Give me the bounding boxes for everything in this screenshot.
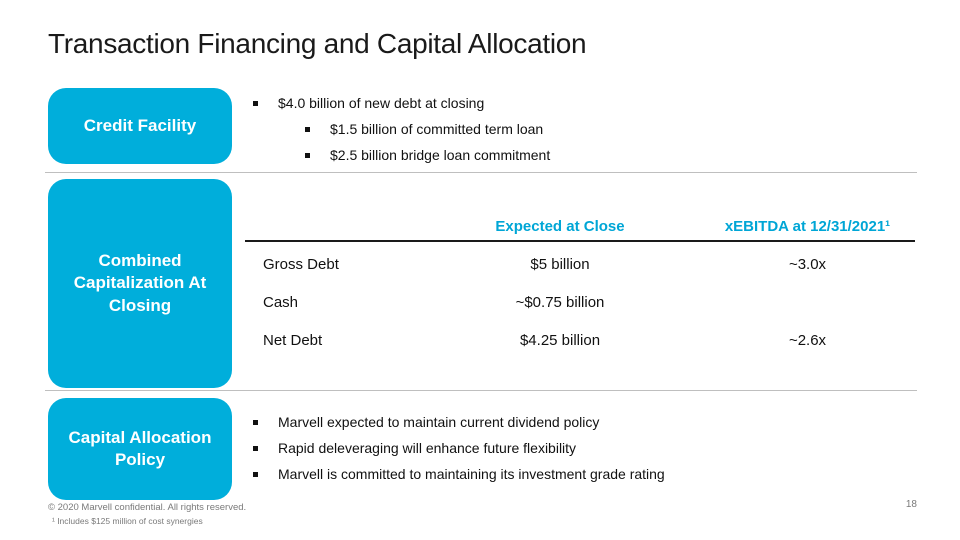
credit-facility-bullets [245,90,550,168]
bullet-item [245,142,550,168]
section-label-combined-capitalization [48,179,232,388]
table-row [245,321,915,359]
bullet-text: $2.5 billion bridge loan commitment [330,147,551,163]
row-value: $4.25 billion [519,331,601,349]
row-value: ~$0.75 billion [515,293,605,311]
bullet-text: Marvell is committed to maintaining its investment grade rating [278,466,665,482]
table-row [245,283,915,321]
section-label-capital-allocation-policy [48,398,232,500]
bullet-text: $4.0 billion of new debt at closing [278,95,485,111]
bullet-item [245,435,665,461]
bullet-square-icon [305,153,310,158]
copyright-text: © 2020 Marvell confidential. All rights reserved. [48,502,247,513]
table-header-expected-at-close: Expected at Close [495,218,625,235]
bullet-square-icon [253,472,258,477]
capital-allocation-bullets [245,409,665,487]
row-label: Cash [263,293,299,311]
row-multiple: ~3.0x [788,255,827,273]
section-label-text: Capital Allocation Policy [68,427,212,469]
bullet-text: $1.5 billion of committed term loan [330,121,544,137]
bullet-square-icon [305,127,310,132]
bullet-square-icon [253,420,258,425]
bullet-item [245,90,550,116]
bullet-text: Rapid deleveraging will enhance future flexibility [278,440,577,456]
bullet-square-icon [253,101,258,106]
footnote-text: ¹ Includes $125 million of cost synergies [52,516,203,526]
section-label-text: Combined Capitalization At Closing [73,251,207,315]
row-value: $5 billion [530,255,590,273]
row-multiple: ~2.6x [788,331,827,349]
section-label-credit-facility [48,88,232,164]
bullet-text: Marvell expected to maintain current dividend policy [278,414,600,430]
bullet-item [245,461,665,487]
table-header-xebitda: xEBITDA at 12/31/2021¹ [724,218,891,235]
bullet-square-icon [253,446,258,451]
table-row [245,245,915,283]
slide-title: Transaction Financing and Capital Allocation [48,28,587,59]
bullet-item [245,409,665,435]
capitalization-table [245,215,915,359]
section-label-text: Credit Facility [83,115,197,135]
section-divider [45,172,917,173]
row-label: Net Debt [263,331,323,349]
page-number: 18 [905,499,917,510]
row-label: Gross Debt [263,255,339,273]
table-header-empty [245,218,420,240]
table-header-row [245,215,915,242]
bullet-item [245,116,550,142]
section-divider [45,390,917,391]
